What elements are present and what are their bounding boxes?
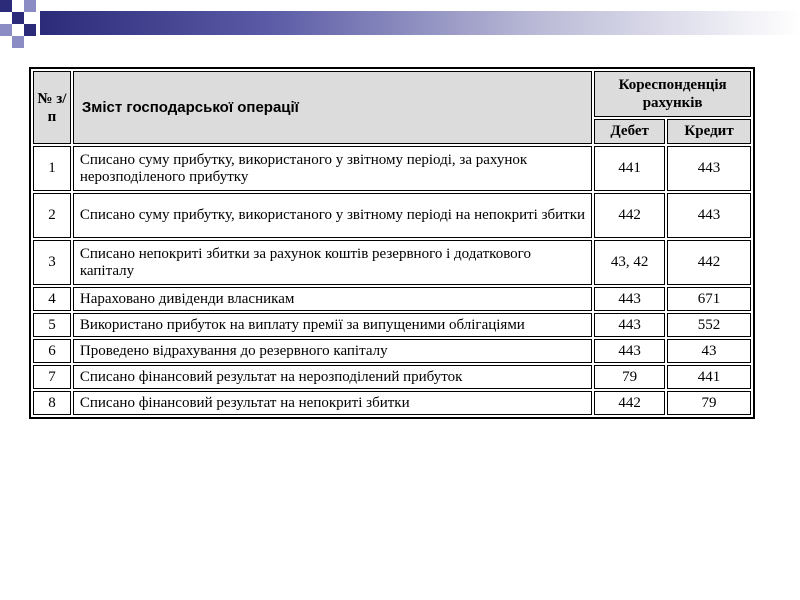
row-operation: Списано суму прибутку, використаного у звітному періоді на непокриті збитки xyxy=(73,193,592,238)
row-debit: 43, 42 xyxy=(594,240,665,285)
header-debit: Дебет xyxy=(594,119,665,144)
table-row xyxy=(33,391,751,415)
row-operation: Списано фінансовий результат на нерозподілений прибуток xyxy=(73,365,592,389)
row-num: 6 xyxy=(33,339,71,363)
row-num: 5 xyxy=(33,313,71,337)
header-row xyxy=(33,71,751,117)
row-num: 8 xyxy=(33,391,71,415)
row-credit: 79 xyxy=(667,391,751,415)
row-num: 3 xyxy=(33,240,71,285)
table-row xyxy=(33,146,751,191)
row-credit: 552 xyxy=(667,313,751,337)
row-num: 2 xyxy=(33,193,71,238)
row-credit: 671 xyxy=(667,287,751,311)
operations-table xyxy=(29,67,755,419)
banner-square xyxy=(0,0,12,12)
row-operation: Списано фінансовий результат на непокриті збитки xyxy=(73,391,592,415)
row-credit: 43 xyxy=(667,339,751,363)
row-operation: Списано непокриті збитки за рахунок коштів резервного і додаткового капіталу xyxy=(73,240,592,285)
row-num: 7 xyxy=(33,365,71,389)
row-operation: Списано суму прибутку, використаного у звітному періоді, за рахунок нерозподіленого прибутку xyxy=(73,146,592,191)
row-debit: 441 xyxy=(594,146,665,191)
slide-banner xyxy=(0,0,800,50)
banner-square xyxy=(12,12,24,24)
table-row xyxy=(33,313,751,337)
row-credit: 443 xyxy=(667,146,751,191)
table-row xyxy=(33,339,751,363)
row-debit: 443 xyxy=(594,287,665,311)
banner-square xyxy=(24,0,36,12)
table-row xyxy=(33,240,751,285)
row-operation: Проведено відрахування до резервного капіталу xyxy=(73,339,592,363)
banner-gradient-bar xyxy=(40,11,800,35)
row-credit: 442 xyxy=(667,240,751,285)
row-debit: 443 xyxy=(594,339,665,363)
banner-square xyxy=(0,24,12,36)
table-header xyxy=(33,71,751,144)
row-credit: 441 xyxy=(667,365,751,389)
row-num: 1 xyxy=(33,146,71,191)
table-row xyxy=(33,287,751,311)
table-body xyxy=(33,146,751,415)
header-credit: Кредит xyxy=(667,119,751,144)
header-correspondence: Кореспонденція рахунків xyxy=(594,71,751,117)
row-debit: 79 xyxy=(594,365,665,389)
table-row xyxy=(33,365,751,389)
row-debit: 443 xyxy=(594,313,665,337)
row-debit: 442 xyxy=(594,391,665,415)
row-credit: 443 xyxy=(667,193,751,238)
row-operation: Нараховано дивіденди власникам xyxy=(73,287,592,311)
banner-square xyxy=(12,36,24,48)
banner-square xyxy=(24,24,36,36)
header-num: № з/п xyxy=(33,71,71,144)
row-debit: 442 xyxy=(594,193,665,238)
row-num: 4 xyxy=(33,287,71,311)
table-row xyxy=(33,193,751,238)
header-operation: Зміст господарської операції xyxy=(73,71,592,144)
row-operation: Використано прибуток на виплату премії за випущеними облігаціями xyxy=(73,313,592,337)
